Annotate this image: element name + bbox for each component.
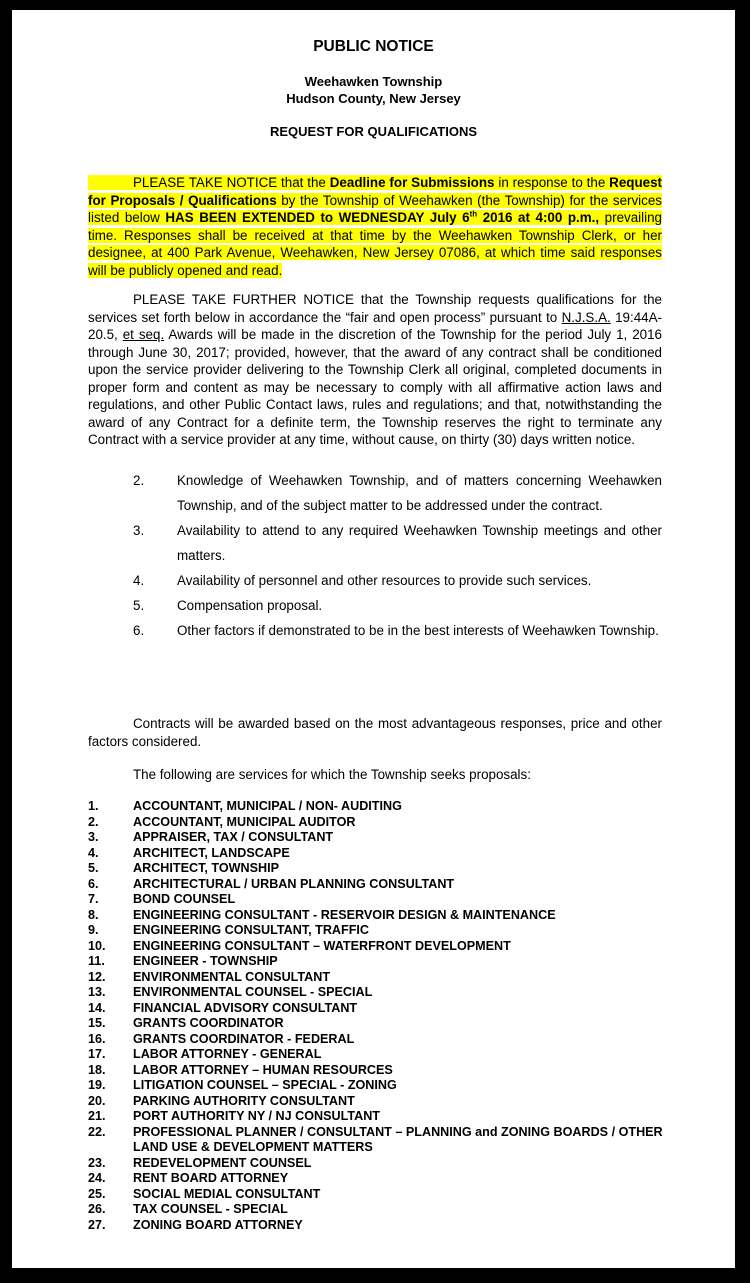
- service-text: ENGINEERING CONSULTANT – WATERFRONT DEVELOPMENT: [133, 938, 511, 953]
- service-item: [88, 846, 688, 862]
- service-number: 18.: [88, 1062, 106, 1077]
- service-number: 7.: [88, 892, 99, 906]
- service-item: [88, 1001, 688, 1017]
- criteria-text: Compensation proposal.: [177, 598, 323, 613]
- service-number: 5.: [88, 861, 99, 875]
- service-item: [88, 939, 688, 955]
- service-text: LABOR ATTORNEY - GENERAL: [133, 1047, 322, 1061]
- service-text: BOND COUNSEL: [133, 892, 236, 906]
- criteria-text: Availability of personnel and other resources to provide such services.: [177, 573, 592, 588]
- service-number: 13.: [88, 985, 106, 999]
- service-item: [88, 1109, 688, 1125]
- service-item: [88, 908, 688, 924]
- service-text: APPRAISER, TAX / CONSULTANT: [133, 830, 334, 844]
- service-number: 17.: [88, 1047, 106, 1061]
- criteria-item: [88, 468, 662, 518]
- service-text: ACCOUNTANT, MUNICIPAL / NON- AUDITING: [133, 799, 402, 813]
- service-number: 16.: [88, 1031, 106, 1046]
- service-number: 25.: [88, 1186, 106, 1201]
- service-number: 10.: [88, 938, 106, 953]
- criteria-item: [88, 593, 662, 618]
- service-number: 19.: [88, 1078, 106, 1092]
- service-text: GRANTS COORDINATOR - FEDERAL: [133, 1031, 355, 1046]
- service-number: 15.: [88, 1016, 106, 1030]
- criteria-number: 4.: [133, 573, 145, 588]
- service-item: [88, 1047, 688, 1063]
- service-item: [88, 985, 688, 1001]
- service-number: 26.: [88, 1202, 106, 1216]
- service-number: 1.: [88, 799, 99, 813]
- service-number: 2.: [88, 814, 99, 829]
- service-number: 11.: [88, 954, 105, 968]
- service-item: [88, 1202, 688, 1218]
- rfq-heading: REQUEST FOR QUALIFICATIONS: [269, 124, 478, 139]
- criteria-text: Other factors if demonstrated to be in the best interests of Weehawken Township.: [177, 623, 659, 638]
- service-text: ARCHITECTURAL / URBAN PLANNING CONSULTANT: [133, 876, 455, 891]
- service-text: ARCHITECT, LANDSCAPE: [133, 845, 290, 860]
- service-text: RENT BOARD ATTORNEY: [133, 1171, 289, 1185]
- page-title: PUBLIC NOTICE: [313, 38, 434, 55]
- service-text: ARCHITECT, TOWNSHIP: [133, 861, 279, 875]
- service-item: [88, 1171, 688, 1187]
- service-text: LABOR ATTORNEY – HUMAN RESOURCES: [133, 1062, 393, 1077]
- service-item: [88, 1218, 688, 1234]
- service-item: [88, 815, 688, 831]
- criteria-number: 5.: [133, 598, 145, 613]
- service-number: 3.: [88, 830, 99, 844]
- service-number: 24.: [88, 1171, 106, 1185]
- criteria-list: [88, 468, 662, 643]
- service-item: [88, 970, 688, 986]
- further-notice-paragraph: PLEASE TAKE FURTHER NOTICE that the Township requests qualifications for the services set forth below in accordance the “fair and open process” pursuant to N.J.S.A. 19:44A-20.5, et seq. Awards will be made in the discretion of the Township for the period July 1, 2016 through June 30, 2017; provided, however, that the award of any contract shall be conditioned upon the service provider delivering to the Township Clerk all original, completed documents in proper form and content as may be necessary to comply with all affirmative action laws and regulations, and other Public Contact laws, rules and regulations; and that, notwithstanding the award of any Contract for a definite term, the Township reserves the right to terminate any Contract with a service provider at any time, without cause, on thirty (30) days written notice.: [88, 292, 662, 447]
- service-text: ENVIRONMENTAL CONSULTANT: [133, 969, 331, 984]
- service-number: 14.: [88, 1000, 106, 1015]
- service-item: [88, 892, 688, 908]
- service-number: 21.: [88, 1109, 106, 1123]
- service-text: GRANTS COORDINATOR: [133, 1016, 284, 1030]
- service-item: [88, 861, 688, 877]
- service-text: ENVIRONMENTAL COUNSEL - SPECIAL: [133, 985, 373, 999]
- service-number: 27.: [88, 1217, 106, 1232]
- criteria-number: 2.: [133, 473, 145, 488]
- service-text: ENGINEER - TOWNSHIP: [133, 954, 278, 968]
- service-item: [88, 1063, 688, 1079]
- award-paragraph: Contracts will be awarded based on the most advantageous responses, price and other factors considered.: [88, 716, 662, 749]
- criteria-text: Availability to attend to any required Weehawken Township meetings and other matters.: [177, 523, 662, 563]
- deadline-paragraph: PLEASE TAKE NOTICE that the Deadline for Submissions in response to the Request for Proposals / Qualifications by the Township of Weehawken (the Township) for the services listed below HAS BEEN EXTENDED to WEDNESDAY July 6th 2016 at 4:00 p.m., prevailing time. Responses shall be received at that time by the Weehawken Township Clerk, or her designee, at 400 Park Avenue, Weehawken, New Jersey 07086, at which time said responses will be publicly opened and read.: [88, 175, 662, 278]
- service-number: 4.: [88, 845, 99, 860]
- service-text: ENGINEERING CONSULTANT - RESERVOIR DESIGN & MAINTENANCE: [133, 907, 556, 922]
- criteria-number: 6.: [133, 623, 145, 638]
- service-text: ENGINEERING CONSULTANT, TRAFFIC: [133, 923, 370, 937]
- service-item: [88, 1187, 688, 1203]
- service-text: FINANCIAL ADVISORY CONSULTANT: [133, 1000, 358, 1015]
- service-text: LITIGATION COUNSEL – SPECIAL - ZONING: [133, 1078, 397, 1092]
- service-item: [88, 1032, 688, 1048]
- service-text: ACCOUNTANT, MUNICIPAL AUDITOR: [133, 814, 356, 829]
- service-item: [88, 877, 688, 893]
- county-name: Hudson County, New Jersey: [286, 91, 461, 106]
- service-number: 22.: [88, 1124, 106, 1139]
- service-number: 12.: [88, 969, 106, 984]
- service-text: REDEVELOPMENT COUNSEL: [133, 1155, 312, 1170]
- notice-page: [12, 10, 735, 1268]
- service-item: [88, 830, 688, 846]
- service-number: 6.: [88, 876, 99, 891]
- service-text: TAX COUNSEL - SPECIAL: [133, 1202, 288, 1216]
- service-item: [88, 1016, 688, 1032]
- service-number: 9.: [88, 923, 99, 937]
- criteria-item: [88, 618, 662, 643]
- criteria-text: Knowledge of Weehawken Township, and of matters concerning Weehawken Township, and of the subject matter to be addressed under the contract.: [177, 473, 662, 513]
- service-item: [88, 1078, 688, 1094]
- service-text: PARKING AUTHORITY CONSULTANT: [133, 1093, 355, 1108]
- criteria-item: [88, 518, 662, 568]
- service-number: 8.: [88, 907, 99, 922]
- service-item: [88, 923, 688, 939]
- service-text: ZONING BOARD ATTORNEY: [133, 1217, 303, 1232]
- township-name: Weehawken Township: [304, 74, 443, 89]
- service-item: [88, 954, 688, 970]
- services-list: [88, 799, 688, 1233]
- service-item: [88, 799, 688, 815]
- service-text: PORT AUTHORITY NY / NJ CONSULTANT: [133, 1109, 380, 1123]
- service-text: SOCIAL MEDIAL CONSULTANT: [133, 1186, 321, 1201]
- service-number: 20.: [88, 1093, 106, 1108]
- service-item: [88, 1094, 688, 1110]
- service-text: PROFESSIONAL PLANNER / CONSULTANT – PLANNING and ZONING BOARDS / OTHER LAND USE & DEVELOPMENT MATTERS: [133, 1124, 663, 1154]
- service-item: [88, 1125, 688, 1156]
- service-number: 23.: [88, 1155, 106, 1170]
- criteria-number: 3.: [133, 523, 145, 538]
- services-intro: The following are services for which the Township seeks proposals:: [133, 767, 531, 782]
- service-item: [88, 1156, 688, 1172]
- criteria-item: [88, 568, 662, 593]
